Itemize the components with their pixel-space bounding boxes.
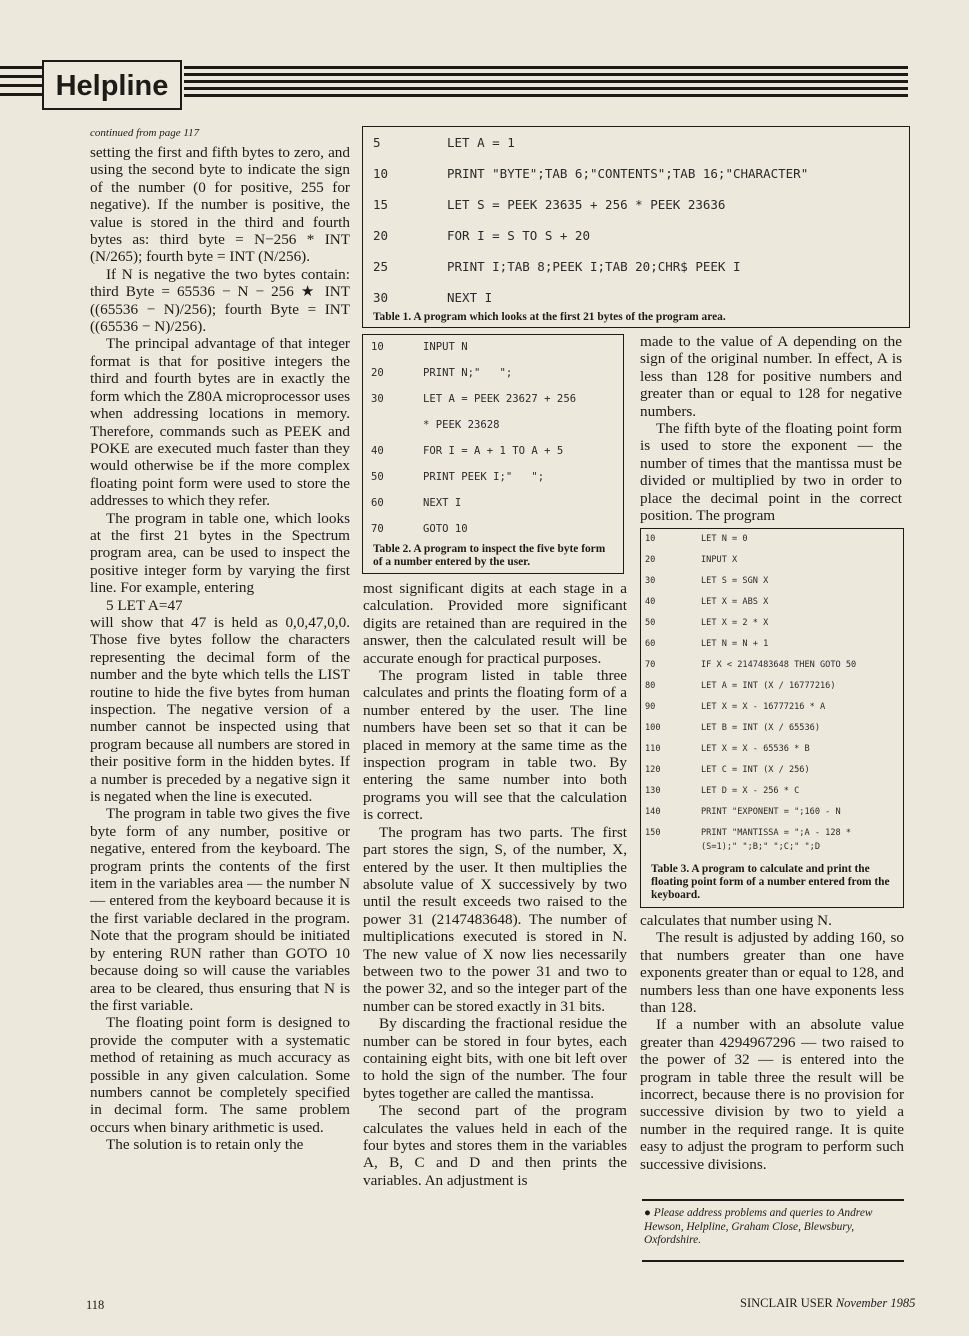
line-number: 25 [373, 259, 389, 274]
line-number: 50 [645, 618, 656, 628]
paragraph: setting the first and fifth bytes to zero, and using the second byte to indicate the sign of the number (0 for positive, 255 for negative). If the number is positive, the value is stored in the third and fourth bytes as: third byte = N−256 * INT (N/265); fourth byte = INT (N/256). [90, 144, 350, 266]
code-statement: LET D = X - 256 * C [701, 786, 800, 796]
table-2 [362, 334, 624, 574]
table-1-caption: Table 1. A program which looks at the first 21 bytes of the program area. [373, 311, 726, 323]
code-statement: LET X = ABS X [701, 597, 769, 607]
code-statement: PRINT "MANTISSA = ";A - 128 * [701, 828, 852, 838]
line-number: 10 [645, 534, 656, 544]
paragraph: The solution is to retain only the [106, 1136, 304, 1154]
code-statement: PRINT N;" "; [423, 367, 513, 379]
line-number: 110 [645, 744, 661, 754]
column-1 [90, 126, 350, 1154]
page-number: 118 [86, 1298, 105, 1312]
table-2-caption: Table 2. A program to inspect the five byte form of a number entered by the user. [373, 543, 606, 568]
table-3-caption: Table 3. A program to calculate and print the floating point form of a number entered from the keyboard. [651, 863, 890, 901]
section-title: Helpline [42, 60, 182, 110]
code-statement: LET A = 1 [447, 135, 515, 150]
line-number: 120 [645, 765, 661, 775]
column-3-top [640, 333, 902, 524]
paragraph: will show that 47 is held as 0,0,47,0,0. Those five bytes follow the characters representing the decimal form of the number and the byte which tells the LIST routine to hide the five bytes from human inspection. The negative version of a number cannot be inspected using that program because all numbers are stored in their positive form in the hidden bytes. If a number is preceded by a negative sign it is negated when the line is executed. [90, 613, 350, 806]
code-statement: (S=1);" ";B;" ";C;" ";D [701, 842, 820, 852]
code-statement: LET A = PEEK 23627 + 256 [423, 393, 577, 405]
paragraph: most significant digits at each stage in a calculation. Provided more significant digits are retained than are required in the answer, then the calculated result will be accurate enough for practical purposes. [363, 580, 627, 667]
table-3 [640, 528, 904, 908]
paragraph: The fifth byte of the floating point form is used to store the exponent — the number of times that the mantissa must be divided or multiplied by two in order to place the decimal point in the correct position. The program [640, 420, 902, 525]
contact-note [644, 1207, 906, 1248]
code-statement: LET S = PEEK 23635 + 256 * PEEK 23636 [447, 197, 726, 212]
header-rules-left [0, 66, 42, 102]
paragraph: The program in table one, which looks at the first 21 bytes in the Spectrum program area, can be used to inspect the positive integer form by varying the first line. For example, entering [90, 509, 350, 597]
paragraph: The program in table two gives the five byte form of any number, positive or negative, entered from the keyboard. The program prints the contents of the first item in the variables area — the number N — entered from the keyboard because it is the first variable declared in the program. Note that the program should be initiated by entering RUN rather than GOTO 10 because doing so will cause the variables area to be cleared, thus ensuring that N is the first variable. [90, 805, 350, 1014]
line-number: 30 [371, 393, 384, 405]
issue-date: November 1985 [835, 1296, 916, 1310]
paragraph: If a number with an absolute value greater than 4294967296 — two raised to the power of 32 — is entered into the program in table three the result will be incorrect, because there is no provision for successive division by two to yield a number in the required range. It is quite easy to adjust the program to perform such successive divisions. [640, 1016, 904, 1173]
line-number: 40 [645, 597, 656, 607]
code-statement: LET A = INT (X / 16777216) [701, 681, 836, 691]
line-number: 60 [645, 639, 656, 649]
line-number: 80 [645, 681, 656, 691]
line-number: 20 [373, 228, 389, 243]
paragraph: The principal advantage of that integer format is that for positive integers the third and fourth bytes are in exactly the form which the Z80A microprocessor uses when addressing locations in memory. Therefore, commands such as PEEK and POKE are executed much faster than they would otherwise be if the more complex floating point form were used to store the addresses to which they refer. [90, 335, 350, 510]
table-1 [362, 126, 910, 328]
code-statement: LET N = N + 1 [701, 639, 769, 649]
line-number: 20 [371, 367, 384, 379]
line-number: 20 [645, 555, 656, 565]
code-statement: LET B = INT (X / 65536) [701, 723, 820, 733]
note-rule-top [642, 1199, 904, 1201]
line-number: 40 [371, 445, 384, 457]
code-statement: FOR I = A + 1 TO A + 5 [423, 445, 564, 457]
magazine-name: SINCLAIR USER [740, 1296, 833, 1310]
line-number: 10 [373, 166, 389, 181]
code-statement: NEXT I [423, 497, 462, 509]
paragraph: made to the value of A depending on the sign of the original number. In effect, A is less than 128 for positive numbers and greater than or equal to 128 for negative numbers. [640, 333, 902, 420]
code-statement: GOTO 10 [423, 523, 468, 535]
code-statement: * PEEK 23628 [423, 419, 500, 431]
column-3-bottom [640, 912, 904, 1173]
line-number: 30 [373, 290, 389, 305]
line-number: 15 [373, 197, 389, 212]
paragraph: By discarding the fractional residue the number can be stored in four bytes, each containing eight bits, with one bit left over to hold the sign of the number. The four bytes together are called the mantissa. [363, 1015, 627, 1102]
paragraph: The result is adjusted by adding 160, so that numbers greater than one have exponents greater than or equal to 128, and numbers less than one have exponents less than 128. [640, 929, 904, 1017]
code-statement: PRINT "EXPONENT = ";160 - N [701, 807, 841, 817]
line-number: 150 [645, 828, 661, 838]
code-statement: LET C = INT (X / 256) [701, 765, 810, 775]
code-statement: LET X = 2 * X [701, 618, 769, 628]
line-number: 5 [373, 135, 381, 150]
line-number: 90 [645, 702, 656, 712]
line-number: 30 [645, 576, 656, 586]
note-rule-bottom [642, 1260, 904, 1262]
paragraph: The program has two parts. The first part stores the sign, S, of the number, X, entered by the user. It then multiplies the absolute value of X successively by two until the result exceeds two raised to the power 31 (2147483648). The number of multiplications executed is stored in N. The new value of X now lies necessarily between two to the power 31 and two to the power 32, and so the integer part of the number can be stored exactly in 31 bits. [363, 823, 627, 1015]
line-number: 70 [371, 523, 384, 535]
header-rules-right [184, 66, 908, 102]
paragraph: 5 LET A=47 [106, 596, 183, 614]
code-statement: LET X = X - 65536 * B [701, 744, 810, 754]
contact-note-text: Please address problems and queries to Andrew Hewson, Helpline, Graham Close, Blewsbury, Oxfordshire. [644, 1207, 873, 1246]
bullet-icon: ● [644, 1207, 651, 1219]
code-statement: INPUT X [701, 555, 738, 565]
code-statement: INPUT N [423, 341, 468, 353]
line-number: 60 [371, 497, 384, 509]
paragraph: The floating point form is designed to provide the computer with a systematic method of retaining as much accuracy as possible in any given calculation. Some numbers cannot be completely specified in decimal form. The same problem occurs when binary arithmetic is used. [90, 1014, 350, 1136]
code-statement: PRINT I;TAB 8;PEEK I;TAB 20;CHR$ PEEK I [447, 259, 741, 274]
code-statement: LET S = SGN X [701, 576, 769, 586]
column-2 [363, 580, 627, 1189]
code-statement: LET X = X - 16777216 * A [701, 702, 826, 712]
line-number: 10 [371, 341, 384, 353]
code-statement: NEXT I [447, 290, 493, 305]
line-number: 140 [645, 807, 661, 817]
line-number: 70 [645, 660, 656, 670]
code-statement: PRINT "BYTE";TAB 6;"CONTENTS";TAB 16;"CHARACTER" [447, 166, 809, 181]
paragraph: calculates that number using N. [640, 912, 832, 929]
code-statement: PRINT PEEK I;" "; [423, 471, 545, 483]
code-statement: LET N = 0 [701, 534, 748, 544]
continued-note: continued from page 117 [90, 127, 200, 139]
line-number: 130 [645, 786, 661, 796]
code-statement: IF X < 2147483648 THEN GOTO 50 [701, 660, 857, 670]
paragraph: The second part of the program calculates the values held in each of the four bytes and stores them in the variables A, B, C and D and then prints the variables. An adjustment is [363, 1102, 627, 1189]
code-statement: FOR I = S TO S + 20 [447, 228, 590, 243]
magazine-footer [740, 1296, 915, 1311]
paragraph: The program listed in table three calculates and prints the floating form of a number entered by the user. The line numbers have been set so that it can be placed in memory at the same time as the inspection program in table two. By entering the same number into both programs you will see that the calculation is correct. [363, 667, 627, 824]
line-number: 50 [371, 471, 384, 483]
paragraph: If N is negative the two bytes contain: third Byte = 65536 − N − 256 ★ INT ((65536 − N)/256); fourth Byte = INT ((65536 − N)/256). [90, 265, 350, 336]
line-number: 100 [645, 723, 661, 733]
